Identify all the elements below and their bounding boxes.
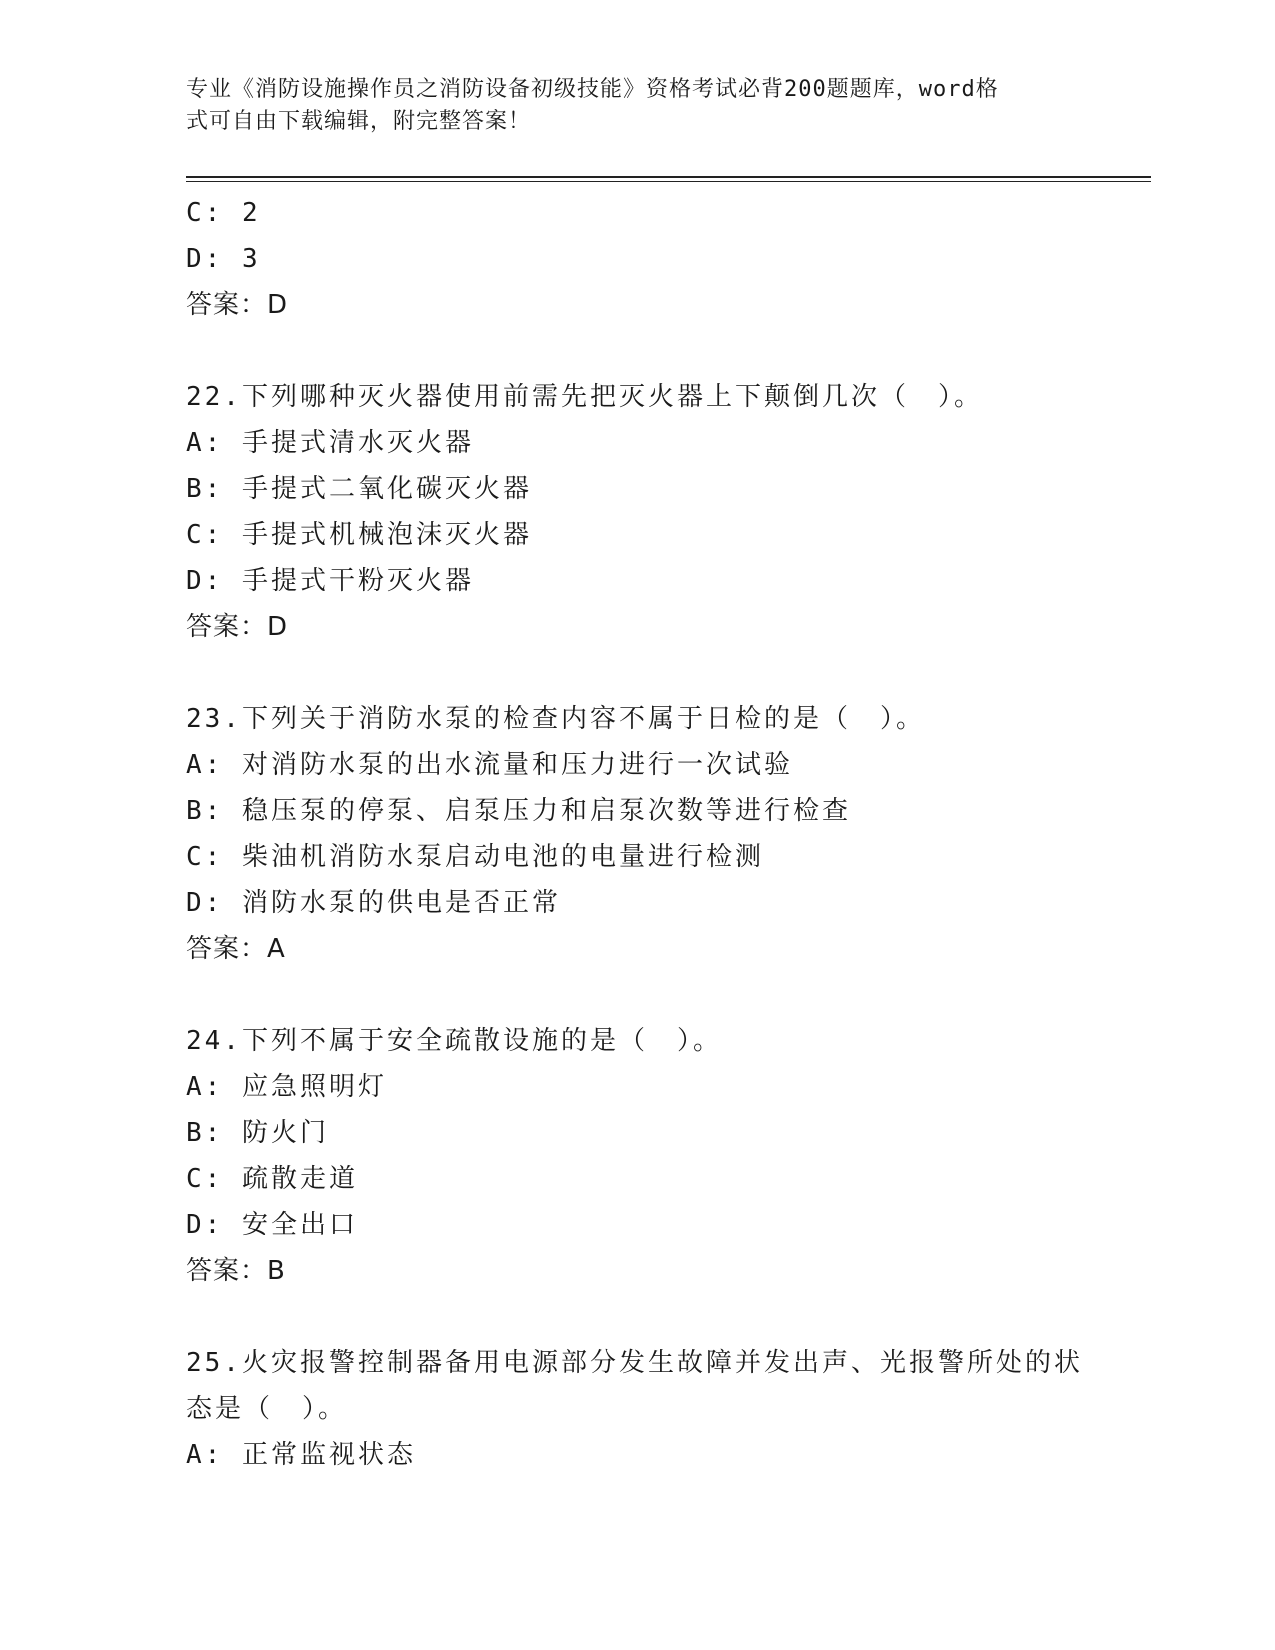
- spacer: [186, 328, 1151, 374]
- option-text: 稳压泵的停泵、启泵压力和启泵次数等进行检查: [241, 796, 851, 826]
- option-d: [186, 1202, 1151, 1248]
- option-label: B:: [186, 474, 224, 504]
- option-text: 手提式二氧化碳灭火器: [241, 474, 532, 504]
- option-d: [186, 880, 1151, 926]
- option-label: A:: [186, 1072, 224, 1102]
- option-text: 疏散走道: [241, 1164, 358, 1194]
- option-c: [186, 190, 1151, 236]
- answer-line: 答案：D: [186, 612, 289, 642]
- option-text: 消防水泵的供电是否正常: [241, 888, 561, 918]
- option-a: [186, 742, 1151, 788]
- option-c: [186, 512, 1151, 558]
- question-stem: 22.下列哪种灭火器使用前需先把灭火器上下颠倒几次（ ）。: [186, 382, 983, 412]
- question-stem-line-1: 25.火灾报警控制器备用电源部分发生故障并发出声、光报警所处的状: [186, 1348, 1083, 1378]
- question-stem: 24.下列不属于安全疏散设施的是（ ）。: [186, 1026, 722, 1056]
- question-24: [186, 1018, 1151, 1294]
- option-b: [186, 788, 1151, 834]
- option-text: 对消防水泵的出水流量和压力进行一次试验: [241, 750, 793, 780]
- question-22: [186, 374, 1151, 650]
- option-label: C:: [186, 520, 224, 550]
- option-label: C:: [186, 1164, 224, 1194]
- answer-line: 答案：B: [186, 1256, 286, 1286]
- question-23: [186, 696, 1151, 972]
- answer-line: 答案：A: [186, 934, 286, 964]
- option-label: B:: [186, 796, 224, 826]
- option-text: 安全出口: [241, 1210, 358, 1240]
- option-text: 2: [241, 198, 261, 228]
- answer-line: 答案：D: [186, 290, 289, 320]
- option-label: C:: [186, 842, 224, 872]
- option-text: 正常监视状态: [241, 1440, 416, 1470]
- document-header: [186, 74, 1066, 138]
- option-d: [186, 236, 1151, 282]
- option-text: 3: [241, 244, 261, 274]
- option-label: A:: [186, 750, 224, 780]
- option-label: B:: [186, 1118, 224, 1148]
- option-b: [186, 1110, 1151, 1156]
- option-text: 应急照明灯: [241, 1072, 387, 1102]
- option-label: C:: [186, 198, 224, 228]
- option-d: [186, 558, 1151, 604]
- option-label: D:: [186, 888, 224, 918]
- spacer: [186, 650, 1151, 696]
- question-stem-line-2: 态是（ ）。: [186, 1394, 348, 1424]
- spacer: [186, 972, 1151, 1018]
- header-divider-thin: [186, 181, 1151, 182]
- header-line-1: 专业《消防设施操作员之消防设备初级技能》资格考试必背200题题库，word格: [186, 77, 999, 102]
- option-text: 防火门: [241, 1118, 329, 1148]
- option-c: [186, 834, 1151, 880]
- question-25: [186, 1340, 1151, 1478]
- option-label: A:: [186, 428, 224, 458]
- question-list: [186, 190, 1151, 1478]
- option-label: D:: [186, 244, 224, 274]
- option-a: [186, 1432, 1151, 1478]
- question-21-tail: [186, 190, 1151, 328]
- option-b: [186, 466, 1151, 512]
- option-text: 手提式清水灭火器: [241, 428, 474, 458]
- option-text: 柴油机消防水泵启动电池的电量进行检测: [241, 842, 764, 872]
- header-divider-thick: [186, 176, 1151, 178]
- option-label: D:: [186, 1210, 224, 1240]
- question-stem: 23.下列关于消防水泵的检查内容不属于日检的是（ ）。: [186, 704, 925, 734]
- option-c: [186, 1156, 1151, 1202]
- option-label: D:: [186, 566, 224, 596]
- option-text: 手提式干粉灭火器: [241, 566, 474, 596]
- option-a: [186, 1064, 1151, 1110]
- option-text: 手提式机械泡沫灭火器: [241, 520, 532, 550]
- option-label: A:: [186, 1440, 224, 1470]
- option-a: [186, 420, 1151, 466]
- header-line-2: 式可自由下载编辑，附完整答案！: [186, 109, 532, 134]
- spacer: [186, 1294, 1151, 1340]
